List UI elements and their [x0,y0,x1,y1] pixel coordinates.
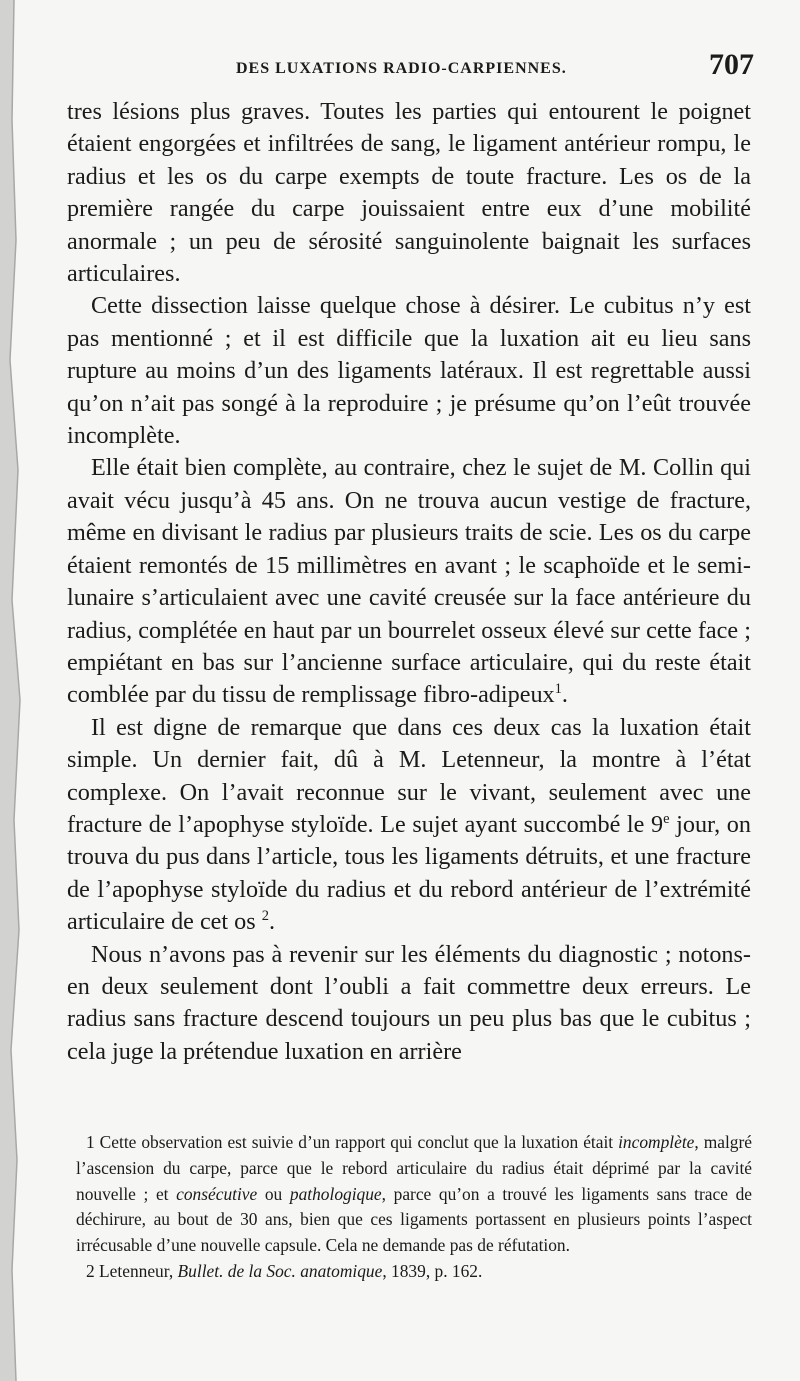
footnote-emphasis: pathologique [289,1183,382,1204]
footnote-emphasis: Bullet. de la Soc. anatomique [177,1260,383,1281]
footnote-number: 2 [86,1260,95,1281]
torn-paper-edge [0,0,60,1381]
paragraph-text: jour, on trouva du pus dans l’article, tous les ligaments détruits, et une fracture de l’apophyse styloïde du radius et du rebord antérieur de l’extrémité articulaire de cet os [67,810,751,936]
page-header [70,46,760,86]
footnote-text: , parce qu’on a trouvé les ligaments sans trace de déchirure, au bout de 30 ans, bien que ces ligaments portassent en plusieurs points l’aspect irrécusable d’une nouvelle capsule. Cela ne demande pas de réfutation. [76,1183,752,1256]
paragraph [67,712,751,939]
footnote-text: ou [257,1183,290,1204]
footnote-2 [76,1259,752,1285]
footnote-text: Letenneur, [94,1260,178,1281]
footnote-emphasis: incomplète [618,1132,695,1152]
footnote-1 [76,1130,752,1259]
paragraph-text: Il est digne de remarque que dans ces deux cas la luxation était simple. Un dernier fait, dû à M. Letenneur, la montre à l’état complexe. On l’avait reconnue sur le vivant, seulement avec une fracture de l’apophyse styloïde. Le sujet ayant succombé le 9 [67,713,751,838]
footnote-text: Cette observation est suivie d’un rapport qui conclut que la luxation était [94,1132,619,1152]
punctuation: . [561,681,568,709]
footnote-text: , malgré l’ascension du carpe, parce que le rebord articulaire du radius était déprimé par la cavité nouvelle ; et [76,1132,752,1204]
ordinal-superscript: e [663,810,670,827]
footnote-text: , 1839, p. 162. [382,1260,483,1281]
footnote-number: 1 [86,1132,95,1152]
paragraph: Nous n’avons pas à revenir sur les éléments du diagnostic ; notons-en deux seulement dont l’oubli a fait commettre deux erreurs. Le radius sans fracture descend toujours un peu plus bas que le cubitus ; cela juge la prétendue luxation en arrière [67,940,751,1065]
running-head: DES LUXATIONS RADIO-CARPIENNES. [236,60,567,77]
paragraph-text: Elle était bien complète, au contraire, chez le sujet de M. Collin qui avait vécu jusqu’à 45 ans. On ne trouva aucun vestige de fracture, même en divisant le radius par plusieurs traits de scie. Les os du carpe étaient remontés de 15 millimètres en avant ; le scaphoïde et le semi-lunaire s’articulaient avec une cavité creusée sur la face antérieure du radius, complétée en haut par un bourrelet osseux élevé sur cette face ; empiétant en bas sur l’ancienne surface articulaire, qui du reste était comblée par du tissu de remplissage fibro-adipeux [67,454,751,709]
footnote-ref: 1 [554,681,562,698]
body-text [67,96,751,1068]
page-number: 707 [709,48,754,81]
footnote-emphasis: consécutive [176,1183,258,1204]
paragraph: tres lésions plus graves. Toutes les parties qui entourent le poignet étaient engorgées et infiltrées de sang, le ligament antérieur rompu, le radius et les os du carpe exempts de toute fracture. Les os de la première rangée du carpe jouissaient entre eux d’une mobilité anormale ; un peu de sérosité sanguinolente baignait les surfaces articulaires. [67,98,751,288]
paragraph: Cette dissection laisse quelque chose à désirer. Le cubitus n’y est pas mentionné ; et il est difficile que la luxation ait eu lieu sans rupture au moins d’un des ligaments latéraux. Il est regrettable aussi qu’on n’ait pas songé à la reproduire ; je présume qu’on l’eût trouvée incomplète. [67,292,751,450]
footnote-ref: 2 [261,908,270,925]
footnotes [76,1130,752,1285]
paragraph [67,452,751,711]
punctuation: . [269,908,276,936]
